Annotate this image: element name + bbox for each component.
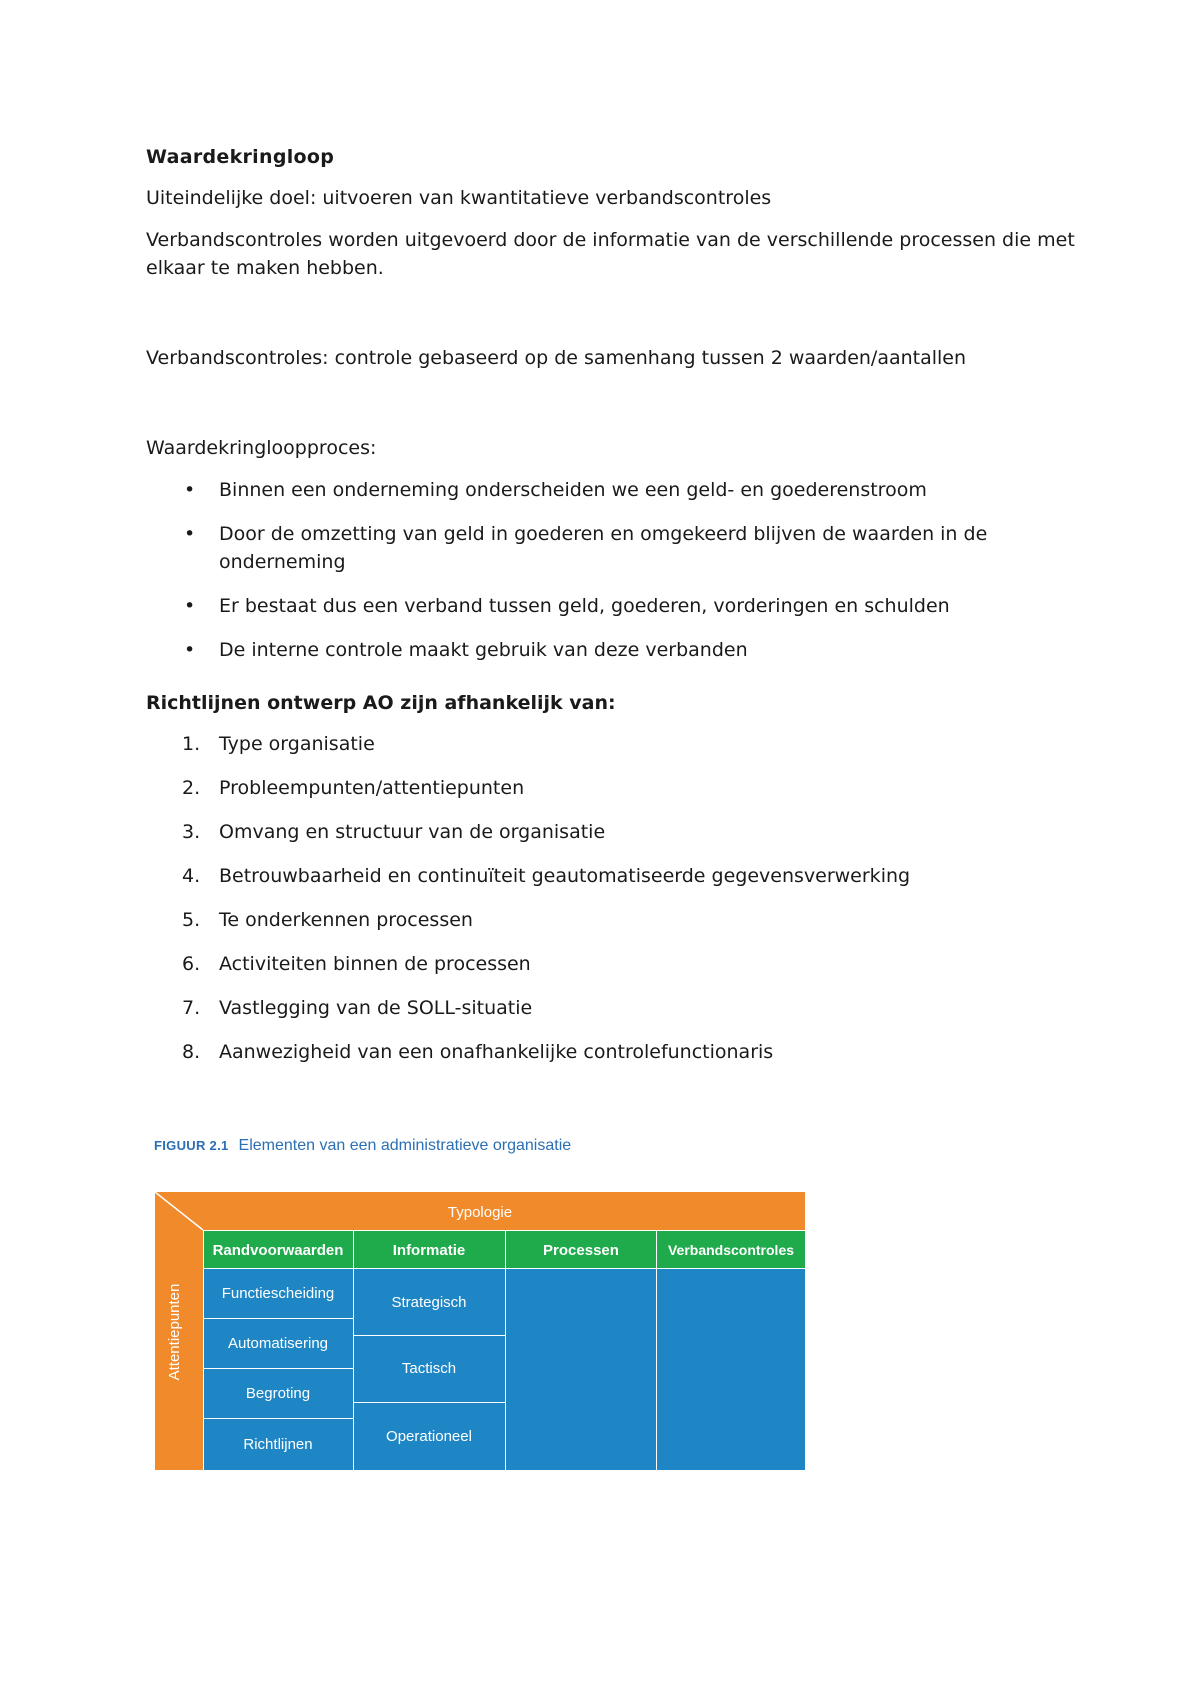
- list-item: 3. Omvang en structuur van de organisatie: [182, 821, 606, 843]
- process-label: Waardekringloopproces:: [146, 437, 377, 459]
- list-item: • Er bestaat dus een verband tussen geld, goederen, vorderingen en schulden: [146, 592, 1076, 620]
- intro-paragraph: Verbandscontroles worden uitgevoerd door de informatie van de verschillende processen die met elkaar te maken hebben.: [146, 229, 1075, 279]
- cell-label: Richtlijnen: [243, 1436, 313, 1453]
- cell-label: Operationeel: [386, 1428, 472, 1445]
- column-header: Verbandscontroles: [667, 1242, 795, 1258]
- column-header: Informatie: [392, 1242, 466, 1259]
- column-header: Randvoorwaarden: [212, 1242, 344, 1259]
- list-item: 8. Aanwezigheid van een onafhankelijke controlefunctionaris: [182, 1041, 774, 1063]
- definition-paragraph: Verbandscontroles: controle gebaseerd op de samenhang tussen 2 waarden/aantallen: [146, 347, 967, 369]
- numbered-list: [146, 730, 1076, 1066]
- figure-label: FIGUUR 2.1: [154, 1138, 229, 1153]
- attentiepunten-label: Attentiepunten: [166, 1283, 183, 1381]
- cell-label: Strategisch: [391, 1294, 467, 1311]
- figure-caption: [154, 1137, 571, 1155]
- cell-label: Tactisch: [401, 1360, 457, 1377]
- bullet-marker: •: [184, 523, 196, 545]
- cell-label: Automatisering: [227, 1335, 329, 1352]
- cell-verbandscontroles-body: [657, 1269, 805, 1470]
- goal-paragraph: Uiteindelijke doel: uitvoeren van kwantitatieve verbandscontroles: [146, 187, 772, 209]
- list-item: 1. Type organisatie: [182, 733, 375, 755]
- document-content: [146, 146, 1076, 1082]
- list-item: 6. Activiteiten binnen de processen: [182, 953, 531, 975]
- cell-label: Functiescheiding: [221, 1285, 335, 1302]
- bullet-list: [146, 476, 1076, 664]
- list-item: • De interne controle maakt gebruik van deze verbanden: [146, 636, 1076, 664]
- list-item: 2. Probleempunten/attentiepunten: [182, 777, 525, 799]
- list-item: 4. Betrouwbaarheid en continuïteit geautomatiseerde gegevensverwerking: [182, 865, 911, 887]
- ao-elements-figure: [155, 1192, 805, 1470]
- bullet-marker: •: [184, 595, 196, 617]
- guidelines-heading: Richtlijnen ontwerp AO zijn afhankelijk van:: [146, 692, 616, 714]
- cell-label: Begroting: [245, 1385, 311, 1402]
- typologie-label: Typologie: [447, 1204, 513, 1221]
- bullet-marker: •: [184, 639, 196, 661]
- figure-caption-text: Elementen van een administratieve organisatie: [238, 1137, 572, 1154]
- list-item: • Door de omzetting van geld in goederen en omgekeerd blijven de waarden in de onderneming: [146, 520, 1076, 576]
- figure-diagram: [155, 1192, 805, 1470]
- page-title: Waardekringloop: [146, 146, 335, 168]
- list-item: 7. Vastlegging van de SOLL-situatie: [182, 997, 533, 1019]
- bullet-marker: •: [184, 479, 196, 501]
- column-header: Processen: [543, 1242, 619, 1259]
- list-item: 5. Te onderkennen processen: [182, 909, 473, 931]
- cell-processen-body: [506, 1269, 656, 1470]
- list-item: • Binnen een onderneming onderscheiden we een geld- en goederenstroom: [146, 476, 1076, 504]
